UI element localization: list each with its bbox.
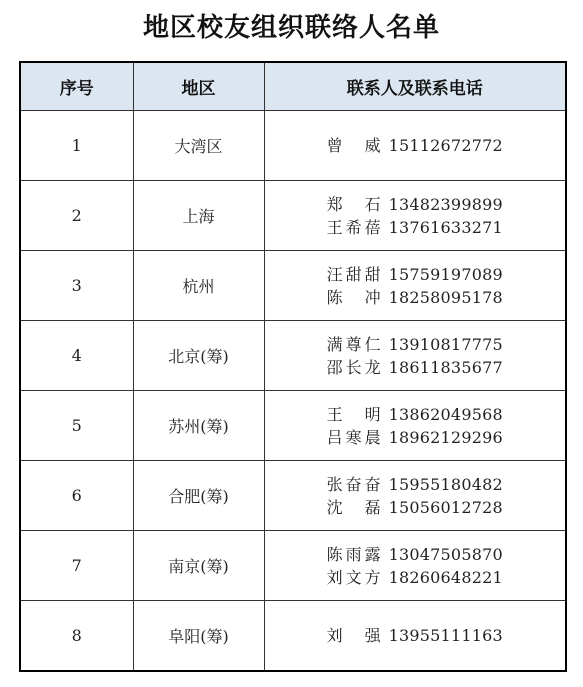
header-serial-number: 序号: [20, 62, 133, 111]
contact-cell: [264, 601, 566, 672]
contact-cell: [264, 531, 566, 601]
contact-name: 王 明: [326, 404, 381, 424]
contact-phone: 18962129296: [388, 427, 503, 447]
region-cell: 阜阳(筹): [133, 601, 264, 672]
page-title: 地区校友组织联络人名单: [142, 13, 440, 43]
contact-phone: 18258095178: [388, 287, 503, 307]
region-cell: 北京(筹): [133, 321, 264, 391]
contact-name: 刘 强: [326, 626, 381, 645]
table-row: [20, 461, 566, 531]
serial-number-cell: 4: [20, 321, 133, 391]
contact-phone: 13862049568: [388, 404, 503, 424]
contact-line: [265, 566, 566, 589]
contact-phone: 15112672772: [388, 136, 503, 155]
contact-line: [265, 496, 566, 519]
contact-name: 邵长龙: [326, 357, 381, 377]
contact-cell: [264, 321, 566, 391]
serial-number-cell: 3: [20, 251, 133, 321]
contact-phone: 13910817775: [388, 334, 503, 354]
region-cell: 合肥(筹): [133, 461, 264, 531]
table-row: [20, 181, 566, 251]
contact-phone: 18611835677: [388, 357, 503, 377]
contact-line: [265, 403, 566, 426]
serial-number-cell: 2: [20, 181, 133, 251]
header-region: 地区: [133, 62, 264, 111]
contact-line: [265, 543, 566, 566]
contact-name: 王希蓓: [326, 217, 381, 237]
contact-name: 张奋奋: [326, 474, 381, 494]
serial-number-cell: 1: [20, 111, 133, 181]
contact-phone: 15955180482: [388, 474, 503, 494]
contact-table: [19, 61, 567, 672]
contact-line: [265, 356, 566, 379]
contact-line: [265, 216, 566, 239]
contact-name: 陈雨露: [326, 544, 381, 564]
contact-phone: 13482399899: [388, 194, 503, 214]
contact-phone: 13761633271: [388, 217, 503, 237]
header-row: [20, 62, 566, 111]
contact-phone: 15056012728: [388, 497, 503, 517]
contact-name: 沈 磊: [326, 497, 381, 517]
table-row: [20, 601, 566, 672]
contact-line: [265, 473, 566, 496]
contact-cell: [264, 461, 566, 531]
contact-name: 陈 冲: [326, 287, 381, 307]
contact-line: [265, 286, 566, 309]
table-body: [20, 111, 566, 672]
region-cell: 上海: [133, 181, 264, 251]
region-cell: 杭州: [133, 251, 264, 321]
contact-line: [265, 193, 566, 216]
table-row: [20, 391, 566, 461]
table-header: [20, 62, 566, 111]
contact-name: 曾 威: [326, 136, 381, 155]
contact-name: 刘文方: [326, 567, 381, 587]
contact-phone: 13047505870: [388, 544, 503, 564]
contact-name: 汪甜甜: [326, 264, 381, 284]
serial-number-cell: 5: [20, 391, 133, 461]
region-cell: 南京(筹): [133, 531, 264, 601]
table-row: [20, 251, 566, 321]
serial-number-cell: 6: [20, 461, 133, 531]
contact-cell: [264, 181, 566, 251]
table-row: [20, 531, 566, 601]
table-row: [20, 321, 566, 391]
contact-line: [265, 263, 566, 286]
contact-name: 郑 石: [326, 194, 381, 214]
contact-phone: 18260648221: [388, 567, 503, 587]
serial-number-cell: 7: [20, 531, 133, 601]
contact-cell: [264, 251, 566, 321]
contact-line: [265, 426, 566, 449]
region-cell: 大湾区: [133, 111, 264, 181]
contact-name: 吕寒晨: [326, 427, 381, 447]
contact-cell: [264, 111, 566, 181]
contact-cell: [264, 391, 566, 461]
serial-number-cell: 8: [20, 601, 133, 672]
contact-line: [265, 134, 566, 157]
table-row: [20, 111, 566, 181]
contact-phone: 13955111163: [388, 626, 503, 645]
region-cell: 苏州(筹): [133, 391, 264, 461]
contact-name: 满尊仁: [326, 334, 381, 354]
header-contact: 联系人及联系电话: [264, 62, 566, 111]
contact-phone: 15759197089: [388, 264, 503, 284]
contact-line: [265, 333, 566, 356]
contact-line: [265, 624, 566, 647]
